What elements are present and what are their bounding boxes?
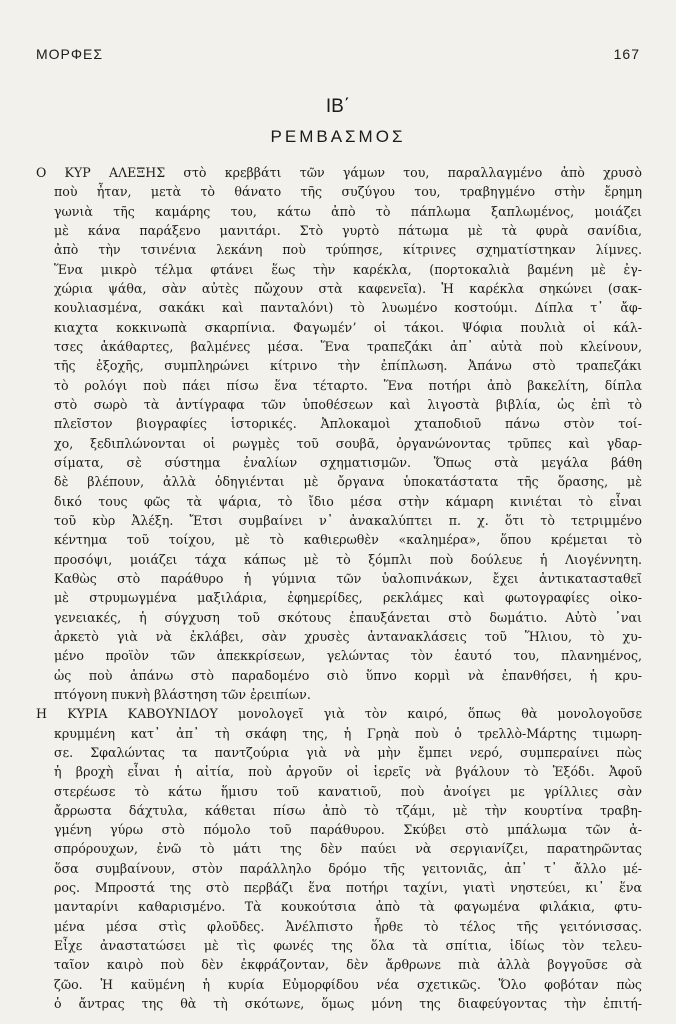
text-line: μανταρίνι καθαρισμένο. Τὰ κουκούτσια ἀπὸ τὰ φαγωμένα φιλάκια, φτυ-: [54, 899, 642, 915]
text-line: ἀρκετὸ γιὰ νὰ ἐκλάβει, σὰν χρυσὲς ἀντανακλάσεις τοῦ Ἥλιου, τὸ χυ-: [54, 628, 642, 644]
text-line: πλεῖστον βιογραφίες ἱστορικές. Ἀπλοκαμοὶ χταποδιοῦ πάνω στὸν τοί-: [54, 416, 642, 432]
text-line: κουλιασμένα, σακάκι καὶ πανταλόνι) τὸ λυωμένο κοστούμι. Δίπλα τ᾿ ἄφ-: [54, 300, 642, 316]
text-line: Η ΚΥΡΙΑ ΚΑΒΟΥΝΙΔΟΥ μονολογεῖ γιὰ τὸν καιρό, ὅπως θὰ μονολογοῦσε: [36, 706, 642, 722]
text-line: χο, ξεδιπλώνονται οἱ ρωγμὲς τοῦ σουβᾶ, ὀργανώνοντας τρῦπες καὶ γδαρ-: [54, 435, 642, 451]
text-line: ρος. Μπροστά της στὸ περβάζι ἕνα ποτήρι ταχίνι, γιατὶ νηστεύει, κι᾿ ἕνα: [54, 880, 642, 896]
text-line: Ἕνα μικρὸ τέλμα φτάνει ἕως τὴν καρέκλα, (πορτοκαλιὰ βαμένη μὲ ἐγ-: [54, 261, 642, 277]
text-line: πτόγονη πυκνὴ βλάστηση τῶν ἐρειπίων.: [54, 686, 311, 702]
body-text: [36, 163, 642, 1013]
text-line: δικό τους φῶς τὰ ψάρια, τὸ ἴδιο μέσα στὴν κάμαρη κινιέται τὸ εἶναι: [54, 493, 642, 509]
text-line: Εἶχε ἀναστατώσει μὲ τὶς φωνές της ὅλα τὰ σπίτια, ἰδίως τὸν τελευ-: [54, 938, 642, 954]
chapter-title: ΡΕΜΒΑΣΜΟΣ: [270, 127, 406, 146]
text-line: ἀπὸ τὴν τσινένια λεκάνη ποὺ τρύπησε, κίτρινες σχηματίστηκαν λίμνες.: [54, 242, 642, 258]
text-line: σε. Σφαλώντας τα παντζούρια γιὰ νὰ μὴν ἔμπει νερό, συμπεραίνει πὼς: [54, 744, 642, 760]
text-line: χώρια ψάθα, σὰν αὐτὲς πὤχουν στὰ καφενεῖα). Ἡ καρέκλα σηκώνει (σακ-: [54, 280, 642, 296]
text-line: κιαχτα κοκκινωπὰ σκαρπίνια. Φαγωμένʼ οἱ τάκοι. Ψόφια πουλιὰ οἱ κάλ-: [54, 319, 642, 335]
text-line: τσες ἀκάθαρτες, βαλμένες μέσα. Ἕνα τραπεζάκι ἀπ᾿ αὐτὰ ποὺ κλείνουν,: [54, 338, 642, 354]
text-line: τοῦ κὺρ Ἀλέξη. Ἔτσι συμβαίνει ν᾿ ἀνακαλύπτει π. χ. ὅτι τὸ τετριμμένο: [54, 512, 642, 528]
text-line: τῆς ἐξοχῆς, συμπληρώνει κίτρινο τὴν ἐπίπλωση. Ἀπάνω στὸ τραπεζάκι: [54, 358, 642, 374]
text-line: γενειακές, ἡ σύγχυση τοῦ σκότους ἐπαυξάνεται στὸ δωμάτιο. Αὐτὸ ᾿ναι: [54, 609, 642, 625]
text-line: ταῖον καιρὸ ποὺ δὲν ἐκφράζονταν, δὲν ἄρθρωνε πιὰ ἀλλὰ βογγοῦσε σὰ: [54, 957, 642, 973]
text-line: μὲ κάνα παράξενο μανιτάρι. Στὸ γυρτὸ πάτωμα μὲ τὰ φυρὰ σανίδια,: [54, 222, 642, 238]
running-title: ΜΟΡΦΕΣ: [36, 46, 104, 62]
text-line: Ο ΚΥΡ ΑΛΕΞΗΣ στὸ κρεββάτι τῶν γάμων του, παραλλαγμένο ἀπὸ χρυσὸ: [36, 165, 642, 180]
text-line: μένα μέσα στὶς φλοῦδες. Ἀνέλπιστο ἦρθε τὸ τέλος τῆς γειτόνισσας.: [54, 918, 642, 934]
text-line: δὲ βλέπουν, ἀλλὰ ὁδηγιένται μὲ ὄργανα ὑποκατάστατα τῆς ὅρασης, μὲ: [54, 474, 642, 490]
text-line: στὸ σωρὸ τὰ ἀντίγραφα τῶν ὑποθέσεων καὶ λιγοστὰ βιβλία, ὡς ἐπὶ τὸ: [54, 396, 642, 412]
text-line: σπρόρουχων, ἐνῶ τὸ μάτι της δὲν παύει νὰ σεργιανίζει, παρατηρῶντας: [54, 841, 642, 857]
text-line: μένο προϊὸν τῶν ἀπεκκρίσεων, γελώντας τὸν ἑαυτό του, πλανημένος,: [54, 648, 642, 664]
text-line: γμένη γύρω στὸ πόμολο τοῦ παράθυρου. Σκύβει στὸ μπάλωμα τῶν ἀ-: [54, 822, 642, 838]
text-line: στερέωσε τὸ κάτω ἥμισυ τοῦ κανατιοῦ, ποὺ ἀνοίγει με γρίλλιες σὰν: [54, 783, 642, 799]
text-line: ὡς ποὺ ἀπάνω στὸ παραδομένο σιὸ ὕπνο κορμὶ νὰ ἐπανθήσει, ἡ κρυ-: [54, 667, 642, 683]
text-line: ἄρρωστα δάχτυλα, κάθεται πίσω ἀπὸ τὸ τζάμι, μὲ τὴν κουρτίνα τραβη-: [54, 802, 642, 818]
text-line: μὲ στρυμωγμένα μαξιλάρια, ἐφημερίδες, ρεκλάμες καὶ φωτογραφίες οἰκο-: [54, 590, 642, 606]
text-line: ἡ βροχὴ εἶναι ἡ αἰτία, ποὺ ἀργοῦν οἱ ἱερεῖς νὰ βγάλουν τὸ Ἐξόδι. Ἀφοῦ: [54, 764, 642, 780]
text-line: ποὺ ἦταν, μετὰ τὸ θάνατο τῆς συζύγου του, τραβηγμένο στὴν ἔρημη: [54, 184, 642, 200]
text-line: σίματα, σὲ σύστημα ἐναλίων σχηματισμῶν. Ὅπως στὰ μεγάλα βάθη: [54, 454, 642, 470]
text-line: Καθὼς στὸ παράθυρο ἡ γύμνια τῶν ὑαλοπινάκων, ἔχει ἀντικατασταθεῖ: [54, 570, 642, 586]
text-line: ὅσα συμβαίνουν, στὸν παράλληλο δρόμο τῆς γειτονιᾶς, ἀπ᾿ τ᾿ ἄλλο μέ-: [54, 860, 642, 876]
text-line: προσόψι, μοιάζει τάχα κάπως μὲ τὸ ξόμπλι ποὺ δούλευε ἡ Λιογέννητη.: [54, 551, 642, 567]
running-head: [36, 46, 640, 62]
text-line: γωνιὰ τῆς καμάρης του, κάτω ἀπὸ τὸ πάπλωμα ξαπλωμένος, μοιάζει: [54, 203, 642, 219]
chapter-number: ΙΒ΄: [325, 96, 351, 117]
text-line: ζῶο. Ἡ καϋμένη ἡ κυρία Εὐμορφίδου νέα σχετικῶς. Ὅλο φοβόταν πὼς: [54, 976, 642, 992]
text-line: τὸ ρολόγι ποὺ πάει πίσω ἕνα τέταρτο. Ἕνα ποτήρι ἀπὸ βακελίτη, δίπλα: [54, 377, 642, 393]
text-line: ὁ ἄντρας της θὰ τὴ σκότωνε, ὅμως μόνη της διαφεύγοντας τὴν ἐπιτή-: [54, 996, 642, 1012]
text-line: κρυμμένη κατ᾿ ἀπ᾿ τὴ σκάφη της, ἡ Γρηὰ ποὺ ὁ τρελλὸ-Μάρτης τιμωρη-: [54, 725, 642, 741]
page-number: 167: [613, 46, 640, 62]
text-line: κέντημα τοῦ τοίχου, μὲ τὸ καθιερωθὲν «καλημέρα», ὅπου κρέμεται τὸ: [54, 532, 642, 548]
